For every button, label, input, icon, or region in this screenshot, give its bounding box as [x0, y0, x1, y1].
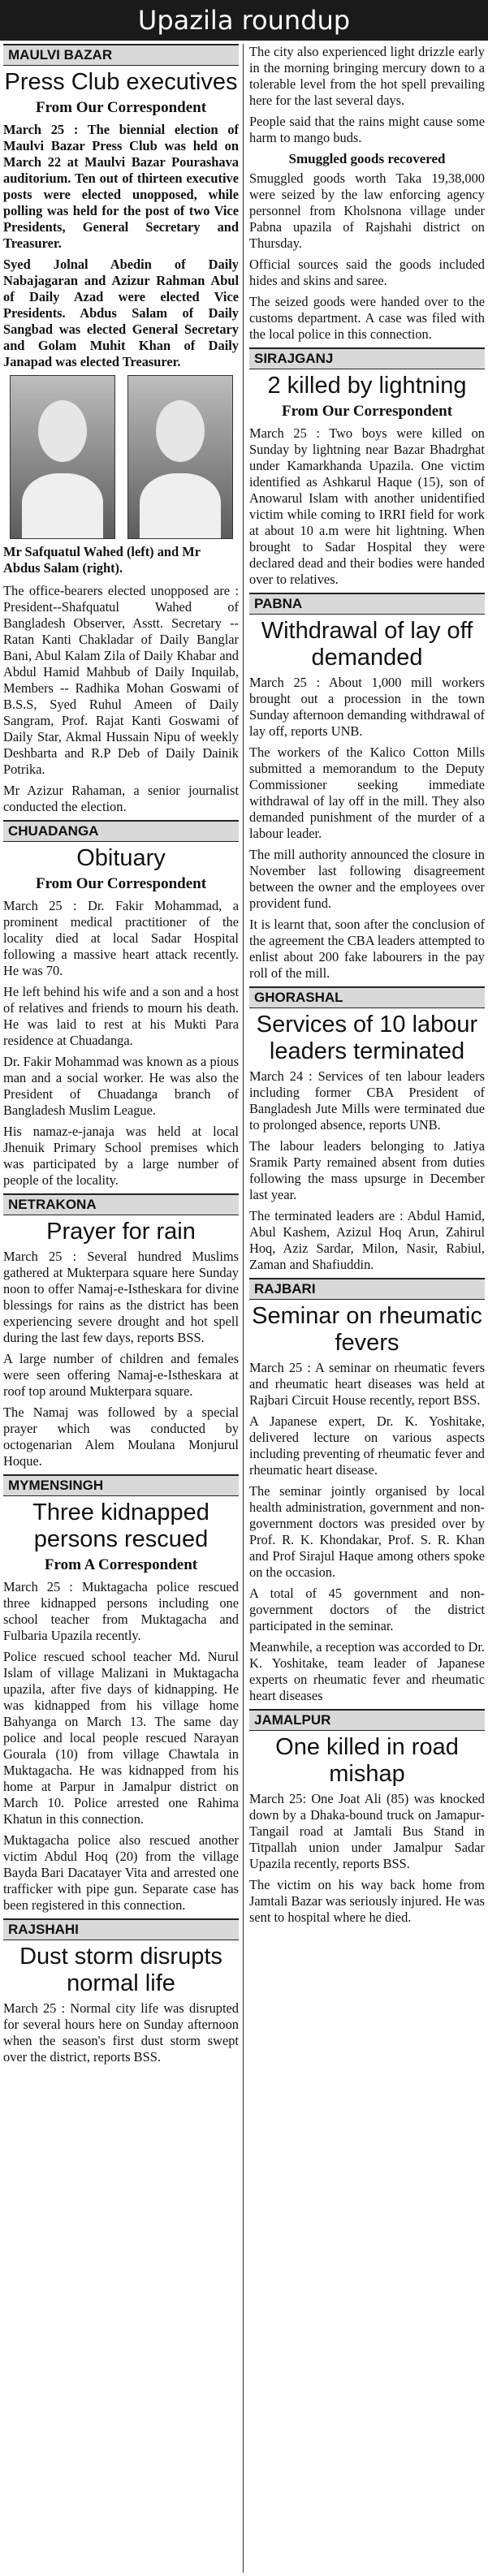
article-paragraph: The workers of the Kalico Cotton Mills submitted a memorandum to the Deputy Commissioner seeking immediate withdrawal of lay off in the mill. They also demanded punishment of the murder of a labour leader. — [249, 744, 485, 841]
article-paragraph: March 25 : A seminar on rheumatic fevers and rheumatic heart diseases was held at Rajbari Circuit House recently, report BSS. — [249, 1360, 485, 1408]
subheadline-smuggled-goods: Smuggled goods recovered — [288, 151, 446, 166]
section-sirajganj: SIRAJGANJ — [249, 347, 485, 369]
article-paragraph: The victim on his way back home from Jamtali Bazar was seriously injured. He was sent to hospital where he died. — [249, 1877, 485, 1925]
article-paragraph: His namaz-e-janaja was held at local Jhenuik Primary School premises which was participated by a large number of people of the locality. — [3, 1124, 239, 1188]
article-paragraph: A Japanese expert, Dr. K. Yoshitake, delivered lecture on various aspects including preventing of rheumatic fever and rheumatic heart disease. — [249, 1413, 485, 1478]
article-paragraph: March 25 : Normal city life was disrupted for several hours here on Sunday afternoon when the season's first dust storm swept over the district, reports BSS. — [3, 2000, 239, 2065]
section-rajshahi: RAJSHAHI — [3, 1918, 239, 1940]
article-paragraph: Police rescued school teacher Md. Nurul Islam of village Malizani in Muktagacha upazila, after five days of kidnapping. He was kidnapped from his village home Bahyanga on March 13. The same day police and local people rescued Narayan Gourala (10) from village Chawtala in Muktagacha. He was kidnapped from his home at Parpur in Jamalpur district on March 10. Police arrested one Rahima Khatun in this connection. — [3, 1649, 239, 1827]
article-paragraph: The seminar jointly organised by local health administration, government and non-government doctors was presided over by Prof. R. K. Khondakar, Prof. S. R. Khan and Prof Sirajul Haque among others spoke on the occasion. — [249, 1483, 485, 1580]
page-banner: Upazila roundup — [0, 0, 488, 41]
article-paragraph: The mill authority announced the closure in November last following disagreement between the owner and the employees over provident fund. — [249, 847, 485, 911]
article-paragraph: March 25 : Muktagacha police rescued three kidnapped persons including one school teacher from Muktagacha and Fulbaria Upazila recently. — [3, 1579, 239, 1643]
article-paragraph: The terminated leaders are : Abdul Hamid, Abul Kashem, Azizul Hoq Arun, Zahirul Hoq, Aziz Sardar, Milon, Nasir, Rabiul, Zaman and Shafiuddin. — [249, 1208, 485, 1272]
article-paragraph: Muktagacha police also rescued another victim Abdul Hoq (20) from the village Bayda Bari Dacatayer Vita and arrested one trafficker with pipe gun. Separate case has been registered in this connection. — [3, 1832, 239, 1913]
headline-dust-storm: Dust storm disrupts normal life — [19, 1944, 222, 1996]
section-mymensingh: MYMENSINGH — [3, 1474, 239, 1496]
portrait-photo-left — [10, 375, 115, 539]
byline: From Our Correspondent — [35, 99, 207, 116]
article-paragraph: March 25 : Several hundred Muslims gathered at Mukterpara square here Sunday noon to offer Namaj-e-Istheskara for divine blessings for rains as the district has been experiencing severe drought and hot spell during the last few days, reports BSS. — [3, 1249, 239, 1345]
headline-press-club: Press Club executives — [4, 69, 238, 95]
article-paragraph: He left behind his wife and a son and a host of relatives and friends to mourn his death. He was laid to rest at his Mukti Para residence at Chuadanga. — [3, 984, 239, 1048]
article-paragraph: Syed Jolnal Abedin of Daily Nabajagaran and Azizur Rahman Abul of Daily Azad were elected Vice Presidents. Abdus Salam of Daily Sangbad was elected General Secretary and Golam Muhit Khan of Daily Janapad was elected Treasurer. — [3, 257, 239, 369]
portrait-photo-right — [127, 375, 233, 539]
article-paragraph: March 25 : About 1,000 mill workers brought out a procession in the town Sunday afternoon demanding withdrawal of lay off, reports UNB. — [249, 675, 485, 739]
article-paragraph: Dr. Fakir Mohammad was known as a pious man and a social worker. He was also the President of Chuadanga branch of Bangladesh Muslim League. — [3, 1054, 239, 1118]
article-paragraph: Mr Azizur Rahaman, a senior journalist conducted the election. — [3, 783, 239, 814]
article-paragraph: A total of 45 government and non-government doctors of the district participated in the seminar. — [249, 1586, 485, 1633]
headline-rheumatic-seminar: Seminar on rheumatic fevers — [252, 1303, 482, 1356]
section-rajbari: RAJBARI — [249, 1278, 485, 1300]
byline: From Our Correspondent — [281, 403, 453, 420]
headline-prayer-for-rain: Prayer for rain — [46, 1219, 196, 1245]
section-chuadanga: CHUADANGA — [3, 820, 239, 842]
byline: From A Correspondent — [44, 1556, 198, 1573]
left-column — [3, 44, 239, 2070]
article-paragraph: March 25: One Joat Ali (85) was knocked down by a Dhaka-bound truck on Jamapur-Tangail road at Jamtali Bus Stand in Titpallah union under Jamalpur Sadar Upazila recently, reports BSS. — [249, 1791, 485, 1871]
article-paragraph: The seized goods were handed over to the customs department. A case was filed with the local police in this connection. — [249, 294, 485, 342]
article-paragraph: Smuggled goods worth Taka 19,38,000 were seized by the law enforcing agency personnel from Kholsnona village under Pabna upazila of Rajshahi district on Thursday. — [249, 170, 485, 251]
headline-labour-leaders: Services of 10 labour leaders terminated — [256, 1012, 478, 1064]
article-paragraph: A large number of children and females were seen offering Namaj-e-Istheskara at roof top around Mukterpara square. — [3, 1351, 239, 1399]
section-maulvi-bazar: MAULVI BAZAR — [3, 44, 239, 66]
article-paragraph: March 24 : Services of ten labour leaders including former CBA President of Bangladesh Jute Mills were terminated due to prolonged absence, reports UNB. — [249, 1068, 485, 1133]
section-netrakona: NETRAKONA — [3, 1193, 239, 1215]
article-paragraph: Meanwhile, a reception was accorded to Dr. K. Yoshitake, team leader of Japanese experts on rheumatic fever and rheumatic heart diseases — [249, 1639, 485, 1703]
photo-pair — [3, 375, 239, 539]
article-paragraph: March 25 : Two boys were killed on Sunday by lightning near Bazar Bhadrghat under Kamarkhanda Upazila. One victim identified as Ashkarul Haque (15), son of Anowarul Islam with another unidentified victim while coming to IRRI field for work at about 10 a.m were hit lightning. When brought to Sadar Hospital they were declared dead and their bodies were handed over to relatives. — [249, 425, 485, 587]
headline-kidnapped-rescued: Three kidnapped persons rescued — [32, 1499, 209, 1552]
photo-caption: Mr Safquatul Wahed (left) and Mr Abdus Salam (right). — [3, 544, 201, 576]
article-paragraph: The city also experienced light drizzle early in the morning bringing mercury down to a tolerable level from the hot spell prevailing here for the last several days. — [249, 44, 485, 108]
headline-lay-off: Withdrawal of lay off demanded — [261, 618, 473, 671]
article-paragraph: Official sources said the goods included hides and skins and saree. — [249, 257, 485, 288]
article-paragraph: March 25 : Dr. Fakir Mohammad, a prominent medical practitioner of the locality died at local Sadar Hospital following a massive heart attack recently. He was 70. — [3, 898, 239, 978]
article-paragraph: The office-bearers elected unopposed are : President--Shafquatul Wahed of Bangladesh Observer, Asstt. Secretary -- Ratan Kanti Chakladar of Daily Banglar Bani, Abul Kalam Zila of Daily Khabar and Abdul Hamid Mahbub of Daily Inquilab, Members -- Radhika Mohan Goswami of B.S.S, Syed Ruhul Ameen of Daily Sangram, Prof. Rajat Kanti Goswami of Daily Star, Akmal Hussain Nipu of weekly Deshbarta and R.P Deb of Daily Dainik Potrika. — [3, 583, 239, 777]
section-ghorashal: GHORASHAL — [249, 986, 485, 1008]
column-divider — [243, 44, 244, 2573]
article-paragraph: The Namaj was followed by a special prayer which was conducted by octogenarian Alem Moulana Monjurul Hoque. — [3, 1405, 239, 1469]
byline: From Our Correspondent — [35, 875, 207, 892]
section-pabna: PABNA — [249, 593, 485, 615]
article-paragraph: March 25 : The biennial election of Maulvi Bazar Press Club was held on March 22 at Maulvi Bazar Pourashava auditorium. Ten out of thirteen executive posts were elected unopposed, while polling was held for the post of two Vice Presidents, General Secretary and Treasurer. — [3, 122, 239, 251]
section-jamalpur: JAMALPUR — [249, 1709, 485, 1731]
headline-lightning: 2 killed by lightning — [267, 373, 467, 399]
article-paragraph: It is learnt that, soon after the conclusion of the agreement the CBA leaders attempted to enlist about 200 fake labourers in the pay roll of the mill. — [249, 917, 485, 981]
headline-road-mishap: One killed in road mishap — [275, 1734, 459, 1787]
right-column — [249, 44, 485, 1931]
article-paragraph: People said that the rains might cause some harm to mango buds. — [249, 114, 485, 145]
headline-obituary: Obituary — [76, 845, 166, 871]
article-paragraph: The labour leaders belonging to Jatiya Sramik Party remained absent from duties following the mass upsurge in December last year. — [249, 1138, 485, 1202]
